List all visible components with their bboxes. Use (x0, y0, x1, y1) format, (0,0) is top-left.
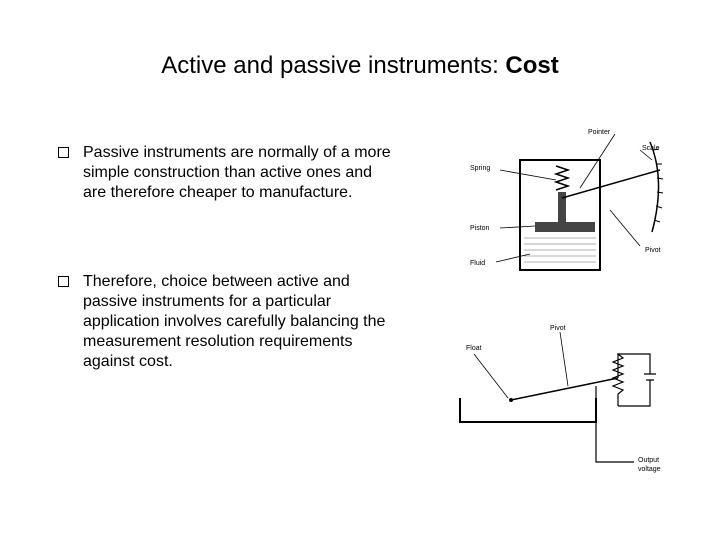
fluid-tank (460, 398, 596, 422)
label-spring: Spring (470, 165, 491, 172)
float-arm (511, 378, 618, 400)
label-output-voltage: voltage (638, 466, 661, 473)
bullet-text: Therefore, choice between active and passive instruments for a particular application involves carefully balancing the measurement resolution requirements against cost. (83, 273, 386, 370)
label-active-pivot: Pivot (550, 325, 566, 332)
active-leader-lines (474, 332, 568, 398)
slide-title-emphasis: Cost (505, 52, 559, 79)
bullet-text: Passive instruments are normally of a more simple construction than active ones and are therefore cheaper to manufacture. (83, 144, 391, 201)
label-output: Output (638, 457, 660, 464)
label-pivot: Pivot (645, 247, 661, 254)
label-fluid: Fluid (470, 260, 486, 267)
bullet-item (58, 272, 398, 372)
scale-arc (650, 142, 659, 232)
label-scale: Scale (642, 145, 660, 152)
label-float: Float (466, 345, 482, 352)
label-pointer: Pointer (588, 129, 611, 136)
passive-gauge-diagram (460, 120, 680, 280)
potentiometer-resistor (613, 354, 623, 406)
battery-circuit (618, 354, 656, 406)
slide-title-text: Active and passive instruments: (161, 52, 506, 79)
label-piston: Piston (470, 225, 490, 232)
checkbox-bullet-icon (58, 276, 69, 287)
bullet-item (58, 143, 398, 203)
active-float-diagram (458, 318, 678, 480)
output-wire (596, 386, 634, 462)
checkbox-bullet-icon (58, 147, 69, 158)
float (509, 398, 513, 402)
slide-title (0, 52, 720, 80)
